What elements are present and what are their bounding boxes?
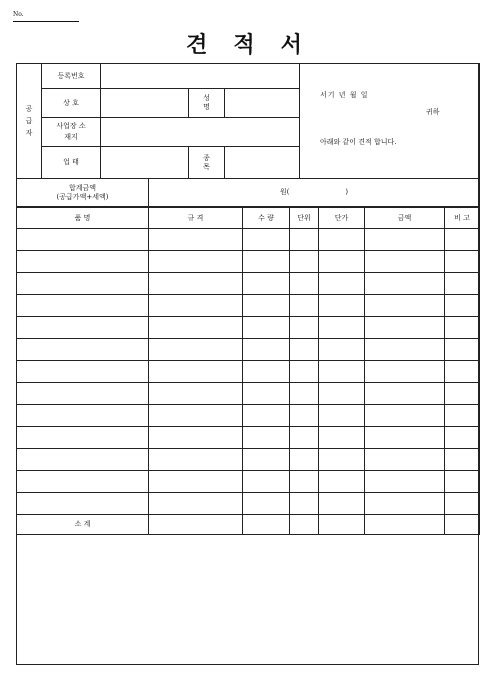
item-cell[interactable] xyxy=(445,273,480,295)
item-cell[interactable] xyxy=(17,383,149,405)
item-cell[interactable] xyxy=(149,273,243,295)
item-cell[interactable] xyxy=(365,251,445,273)
item-cell[interactable] xyxy=(319,273,365,295)
table-row xyxy=(17,383,480,405)
item-cell[interactable] xyxy=(319,493,365,515)
document-title: 견적서 xyxy=(186,32,328,58)
item-cell[interactable] xyxy=(290,229,319,251)
column-header-row xyxy=(17,208,480,229)
item-cell[interactable] xyxy=(445,383,480,405)
item-cell[interactable] xyxy=(243,471,290,493)
item-cell[interactable] xyxy=(290,295,319,317)
item-cell[interactable] xyxy=(290,449,319,471)
item-cell[interactable] xyxy=(149,383,243,405)
col-spec: 규 격 xyxy=(149,208,243,229)
item-cell[interactable] xyxy=(365,405,445,427)
item-cell[interactable] xyxy=(365,449,445,471)
total-amount-label xyxy=(17,179,149,207)
item-cell[interactable] xyxy=(290,405,319,427)
item-type-label: 종목 xyxy=(189,147,225,179)
table-row xyxy=(17,295,480,317)
item-cell[interactable] xyxy=(445,493,480,515)
item-cell[interactable] xyxy=(290,317,319,339)
item-cell[interactable] xyxy=(365,427,445,449)
table-row xyxy=(17,251,480,273)
company-field[interactable] xyxy=(101,89,189,118)
item-cell[interactable] xyxy=(319,295,365,317)
item-cell[interactable] xyxy=(243,229,290,251)
table-row xyxy=(17,471,480,493)
table-row xyxy=(17,317,480,339)
item-cell[interactable] xyxy=(445,471,480,493)
address-label: 사업장 소재지 xyxy=(42,118,101,147)
reg-no-field[interactable] xyxy=(101,64,300,89)
subtotal-cell[interactable] xyxy=(365,515,445,535)
item-cell[interactable] xyxy=(365,317,445,339)
col-remarks: 비 고 xyxy=(445,208,480,229)
item-cell[interactable] xyxy=(17,229,149,251)
item-cell[interactable] xyxy=(149,405,243,427)
item-cell[interactable] xyxy=(319,361,365,383)
item-cell[interactable] xyxy=(243,361,290,383)
col-amount: 금액 xyxy=(365,208,445,229)
subtotal-label: 소 계 xyxy=(17,515,149,535)
item-cell[interactable] xyxy=(290,471,319,493)
col-unit: 단위 xyxy=(290,208,319,229)
item-cell[interactable] xyxy=(445,251,480,273)
item-cell[interactable] xyxy=(149,361,243,383)
item-cell[interactable] xyxy=(290,361,319,383)
item-cell[interactable] xyxy=(319,471,365,493)
item-cell[interactable] xyxy=(319,251,365,273)
item-cell[interactable] xyxy=(445,427,480,449)
item-cell[interactable] xyxy=(319,405,365,427)
item-cell[interactable] xyxy=(445,361,480,383)
item-cell[interactable] xyxy=(17,361,149,383)
item-cell[interactable] xyxy=(149,251,243,273)
item-cell[interactable] xyxy=(243,273,290,295)
item-cell[interactable] xyxy=(149,449,243,471)
item-cell[interactable] xyxy=(149,339,243,361)
greeting-cell xyxy=(300,64,480,179)
table-row xyxy=(17,339,480,361)
item-cell[interactable] xyxy=(243,339,290,361)
item-cell[interactable] xyxy=(243,405,290,427)
item-cell[interactable] xyxy=(365,273,445,295)
reg-no-label: 등록번호 xyxy=(42,64,101,89)
total-value-prefix: 원( xyxy=(279,188,290,196)
item-cell[interactable] xyxy=(365,361,445,383)
item-cell[interactable] xyxy=(445,405,480,427)
date-line: 서기 년 월 일 xyxy=(320,91,369,99)
item-cell[interactable] xyxy=(319,383,365,405)
estimate-message: 아래와 같이 견적 합니다. xyxy=(320,138,397,146)
item-cell[interactable] xyxy=(149,229,243,251)
col-item-name: 품 명 xyxy=(17,208,149,229)
total-sublabel-text: (공급가액+세액) xyxy=(56,192,109,201)
item-cell[interactable] xyxy=(319,449,365,471)
item-cell[interactable] xyxy=(365,493,445,515)
address-field[interactable] xyxy=(101,118,300,147)
item-cell[interactable] xyxy=(365,383,445,405)
item-cell[interactable] xyxy=(17,251,149,273)
item-cell[interactable] xyxy=(319,317,365,339)
name-label: 성명 xyxy=(189,89,225,118)
subtotal-cell[interactable] xyxy=(445,515,480,535)
total-amount-field[interactable] xyxy=(149,179,480,207)
item-cell[interactable] xyxy=(243,317,290,339)
item-cell[interactable] xyxy=(290,427,319,449)
total-label-text: 합계금액 xyxy=(68,183,97,192)
item-cell[interactable] xyxy=(445,295,480,317)
table-row xyxy=(17,229,480,251)
supplier-info-table xyxy=(16,63,480,179)
item-cell[interactable] xyxy=(243,295,290,317)
table-row xyxy=(17,405,480,427)
item-cell[interactable] xyxy=(17,405,149,427)
recipient-line: 귀하 xyxy=(426,108,440,116)
item-cell[interactable] xyxy=(149,427,243,449)
item-cell[interactable] xyxy=(149,493,243,515)
item-cell[interactable] xyxy=(149,471,243,493)
item-cell[interactable] xyxy=(243,427,290,449)
total-value-suffix: ) xyxy=(345,188,349,196)
item-cell[interactable] xyxy=(365,339,445,361)
item-cell[interactable] xyxy=(365,295,445,317)
col-qty: 수 량 xyxy=(243,208,290,229)
item-type-field[interactable] xyxy=(225,147,300,179)
name-field[interactable] xyxy=(225,89,300,118)
item-cell[interactable] xyxy=(17,295,149,317)
item-cell[interactable] xyxy=(290,493,319,515)
item-cell[interactable] xyxy=(445,229,480,251)
item-cell[interactable] xyxy=(290,383,319,405)
total-amount-table xyxy=(16,178,480,207)
item-cell[interactable] xyxy=(290,339,319,361)
table-row xyxy=(17,361,480,383)
item-cell[interactable] xyxy=(365,471,445,493)
subtotal-cell[interactable] xyxy=(290,515,319,535)
item-cell[interactable] xyxy=(319,229,365,251)
biz-type-field[interactable] xyxy=(101,147,189,179)
item-cell[interactable] xyxy=(445,317,480,339)
item-cell[interactable] xyxy=(17,449,149,471)
item-cell[interactable] xyxy=(319,427,365,449)
item-cell[interactable] xyxy=(243,383,290,405)
biz-type-label: 업 태 xyxy=(42,147,101,179)
item-cell[interactable] xyxy=(243,251,290,273)
item-cell[interactable] xyxy=(319,339,365,361)
item-cell[interactable] xyxy=(149,295,243,317)
item-cell[interactable] xyxy=(243,493,290,515)
col-unit-price: 단가 xyxy=(319,208,365,229)
company-label: 상 호 xyxy=(42,89,101,118)
item-cell[interactable] xyxy=(445,449,480,471)
item-cell[interactable] xyxy=(290,273,319,295)
item-cell[interactable] xyxy=(445,339,480,361)
line-items-table xyxy=(16,207,480,535)
subtotal-row xyxy=(17,515,480,535)
table-row xyxy=(17,449,480,471)
item-cell[interactable] xyxy=(17,471,149,493)
item-cell[interactable] xyxy=(17,273,149,295)
subtotal-cell[interactable] xyxy=(149,515,243,535)
item-cell[interactable] xyxy=(243,449,290,471)
item-cell[interactable] xyxy=(17,339,149,361)
subtotal-cell[interactable] xyxy=(243,515,290,535)
table-row xyxy=(17,493,480,515)
table-row xyxy=(17,427,480,449)
item-cell[interactable] xyxy=(17,493,149,515)
table-row xyxy=(17,273,480,295)
item-cell[interactable] xyxy=(365,229,445,251)
supplier-side-label: 공급자 xyxy=(17,64,42,179)
item-cell[interactable] xyxy=(17,317,149,339)
document-number: No. xyxy=(13,10,79,22)
item-cell[interactable] xyxy=(149,317,243,339)
subtotal-cell[interactable] xyxy=(319,515,365,535)
item-cell[interactable] xyxy=(17,427,149,449)
item-cell[interactable] xyxy=(290,251,319,273)
